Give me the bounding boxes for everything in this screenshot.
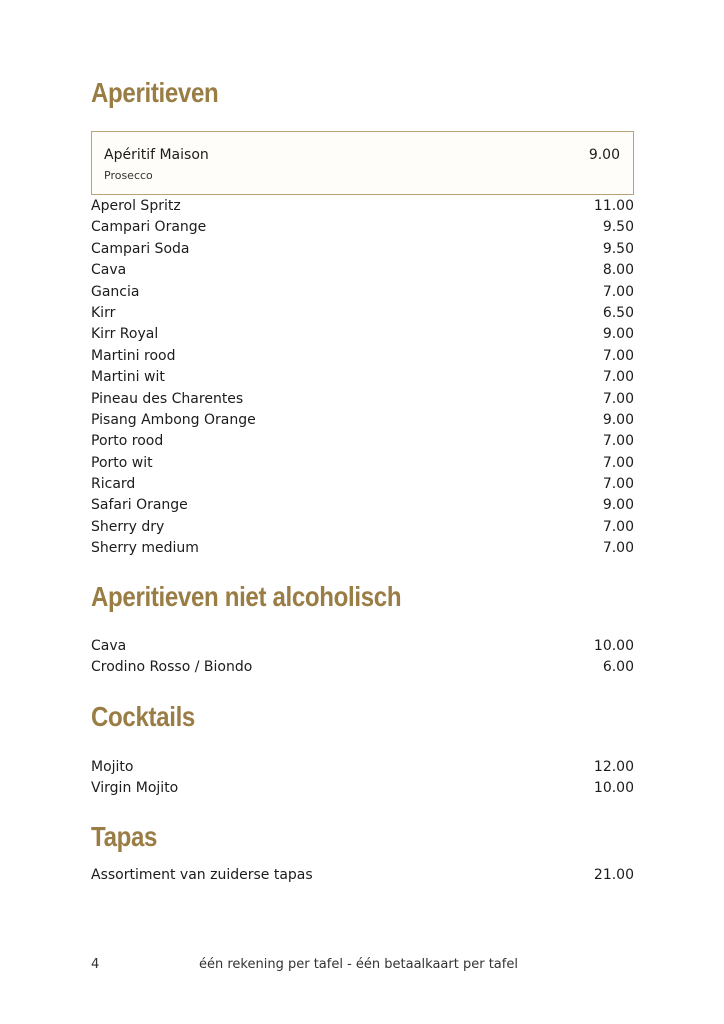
menu-item-price: 7.00 (602, 433, 634, 450)
menu-item-name: Safari Orange (91, 497, 188, 514)
menu-item (91, 217, 634, 238)
menu-item-name: Porto wit (91, 454, 153, 471)
footer-note: één rekening per tafel - één betaalkaart per tafel (199, 957, 518, 972)
menu-item-price: 6.00 (602, 659, 634, 676)
menu-item (91, 757, 634, 778)
featured-item-price: 9.00 (588, 147, 620, 163)
menu-item (91, 453, 634, 474)
menu-item-name: Campari Orange (91, 219, 207, 236)
menu-item-price: 7.00 (602, 283, 634, 300)
menu-item (91, 495, 634, 516)
menu-item-name: Virgin Mojito (91, 780, 179, 797)
menu-item-name: Porto rood (91, 433, 164, 450)
list-aperitieven (91, 196, 634, 560)
menu-item-name: Mojito (91, 759, 134, 775)
menu-item-name: Sherry medium (91, 540, 199, 557)
menu-item-price: 7.00 (602, 369, 634, 386)
menu-item-name: Assortiment van zuiderse tapas (91, 867, 313, 883)
menu-item-name: Ricard (91, 476, 136, 493)
section-title-aperitieven: Aperitieven (91, 77, 219, 108)
menu-item-price: 21.00 (593, 867, 634, 883)
menu-item-name: Aperol Spritz (91, 198, 181, 214)
menu-item-price: 6.50 (602, 304, 634, 321)
menu-item (91, 260, 634, 281)
menu-item-price: 10.00 (593, 780, 634, 797)
menu-item-price: 7.00 (602, 347, 634, 364)
menu-item (91, 239, 634, 260)
menu-item-price: 9.50 (602, 219, 634, 236)
menu-item (91, 431, 634, 452)
menu-item (91, 346, 634, 367)
menu-item (91, 324, 634, 345)
menu-item-price: 11.00 (593, 198, 634, 214)
menu-item (91, 410, 634, 431)
menu-item-name: Crodino Rosso / Biondo (91, 659, 253, 676)
menu-item-price: 9.00 (602, 497, 634, 514)
menu-item-price: 9.00 (602, 411, 634, 428)
page-number: 4 (91, 957, 100, 972)
menu-item-price: 12.00 (593, 759, 634, 775)
menu-item-name: Cava (91, 262, 127, 279)
menu-item (91, 389, 634, 410)
list-tapas (91, 865, 634, 886)
menu-item-price: 8.00 (602, 262, 634, 279)
menu-item-name: Martini rood (91, 347, 176, 364)
menu-item-price: 10.00 (593, 638, 634, 654)
menu-item-name: Martini wit (91, 369, 165, 386)
menu-item-price: 7.00 (602, 390, 634, 407)
list-niet-alcoholisch (91, 636, 634, 679)
menu-item (91, 196, 634, 217)
menu-item (91, 778, 634, 799)
menu-item-price: 9.50 (602, 240, 634, 257)
menu-item-name: Campari Soda (91, 240, 190, 257)
featured-item-name: Apéritif Maison (104, 147, 209, 163)
featured-item-description: Prosecco (104, 169, 153, 182)
menu-item-name: Kirr (91, 304, 116, 321)
menu-item-price: 7.00 (602, 540, 634, 557)
menu-item (91, 538, 634, 559)
menu-item (91, 865, 634, 886)
menu-item (91, 517, 634, 538)
list-cocktails (91, 757, 634, 800)
menu-item (91, 657, 634, 678)
menu-item (91, 636, 634, 657)
menu-item-price: 9.00 (602, 326, 634, 343)
menu-item-price: 7.00 (602, 476, 634, 493)
section-title-cocktails: Cocktails (91, 701, 195, 732)
menu-item (91, 303, 634, 324)
menu-item-name: Sherry dry (91, 518, 165, 535)
featured-item-box (91, 131, 634, 195)
menu-item-name: Cava (91, 638, 127, 654)
menu-item (91, 474, 634, 495)
menu-item-name: Kirr Royal (91, 326, 159, 343)
section-title-niet-alcoholisch: Aperitieven niet alcoholisch (91, 581, 402, 612)
menu-item (91, 282, 634, 303)
menu-item-name: Pisang Ambong Orange (91, 411, 256, 428)
menu-item-name: Pineau des Charentes (91, 390, 244, 407)
menu-item-price: 7.00 (602, 518, 634, 535)
section-title-tapas: Tapas (91, 821, 158, 852)
menu-item-price: 7.00 (602, 454, 634, 471)
menu-item-name: Gancia (91, 283, 140, 300)
menu-item (91, 367, 634, 388)
